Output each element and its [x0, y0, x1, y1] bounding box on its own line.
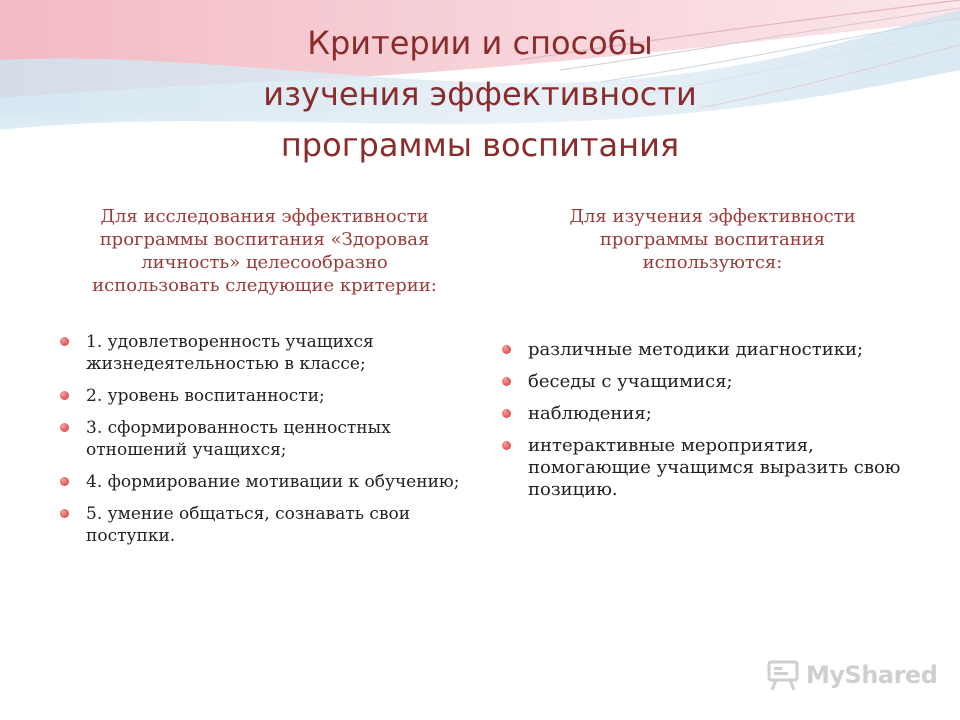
left-heading-line-1: Для исследования эффективности — [100, 206, 429, 227]
list-item — [58, 471, 478, 493]
list-item-text: 4. формирование мотивации к обучению; — [86, 472, 460, 492]
right-heading-line-3: используются: — [642, 252, 783, 273]
title-line-2: изучения эффективности — [263, 75, 697, 113]
bullet-dot-icon — [502, 345, 511, 354]
list-item-text: интерактивные мероприятия, помогающие учащимся выразить свою позицию. — [528, 435, 901, 500]
list-item-text: 5. умение общаться, сознавать свои поступки. — [86, 504, 411, 546]
left-heading-line-3: личность» целесообразно — [141, 252, 388, 273]
slide-title — [180, 18, 780, 171]
right-column-heading — [500, 205, 925, 274]
list-item — [58, 417, 478, 461]
presentation-board-icon — [766, 659, 800, 691]
bullet-dot-icon — [60, 509, 69, 518]
list-item — [500, 339, 910, 361]
bullet-dot-icon — [60, 391, 69, 400]
list-item — [58, 331, 478, 375]
list-item — [500, 371, 910, 393]
bullet-dot-icon — [502, 409, 511, 418]
right-heading-line-1: Для изучения эффективности — [569, 206, 856, 227]
list-item-text: 2. уровень воспитанности; — [86, 386, 325, 406]
bullet-dot-icon — [502, 377, 511, 386]
title-line-3: программы воспитания — [280, 126, 680, 164]
list-item-text: 1. удовлетворенность учащихся жизнедеятельностью в классе; — [86, 332, 374, 374]
bullet-dot-icon — [502, 441, 511, 450]
bullet-dot-icon — [60, 423, 69, 432]
left-heading-line-2: программы воспитания «Здоровая — [99, 229, 430, 250]
list-item-text: 3. сформированность ценностных отношений учащихся; — [86, 418, 391, 460]
list-item-text: различные методики диагностики; — [528, 339, 864, 360]
list-item — [500, 435, 910, 501]
right-heading-line-2: программы воспитания — [599, 229, 826, 250]
list-item-text: беседы с учащимися; — [528, 371, 733, 392]
watermark-text: MyShared — [806, 661, 938, 689]
list-item — [58, 503, 478, 547]
myshared-watermark — [766, 657, 937, 693]
left-column-heading — [52, 205, 477, 297]
criteria-list — [58, 331, 478, 557]
title-line-1: Критерии и способы — [307, 24, 653, 62]
left-heading-line-4: использовать следующие критерии: — [92, 275, 437, 296]
methods-list — [500, 339, 910, 511]
bullet-dot-icon — [60, 477, 69, 486]
list-item-text: наблюдения; — [528, 403, 652, 424]
bullet-dot-icon — [60, 337, 69, 346]
list-item — [58, 385, 478, 407]
list-item — [500, 403, 910, 425]
